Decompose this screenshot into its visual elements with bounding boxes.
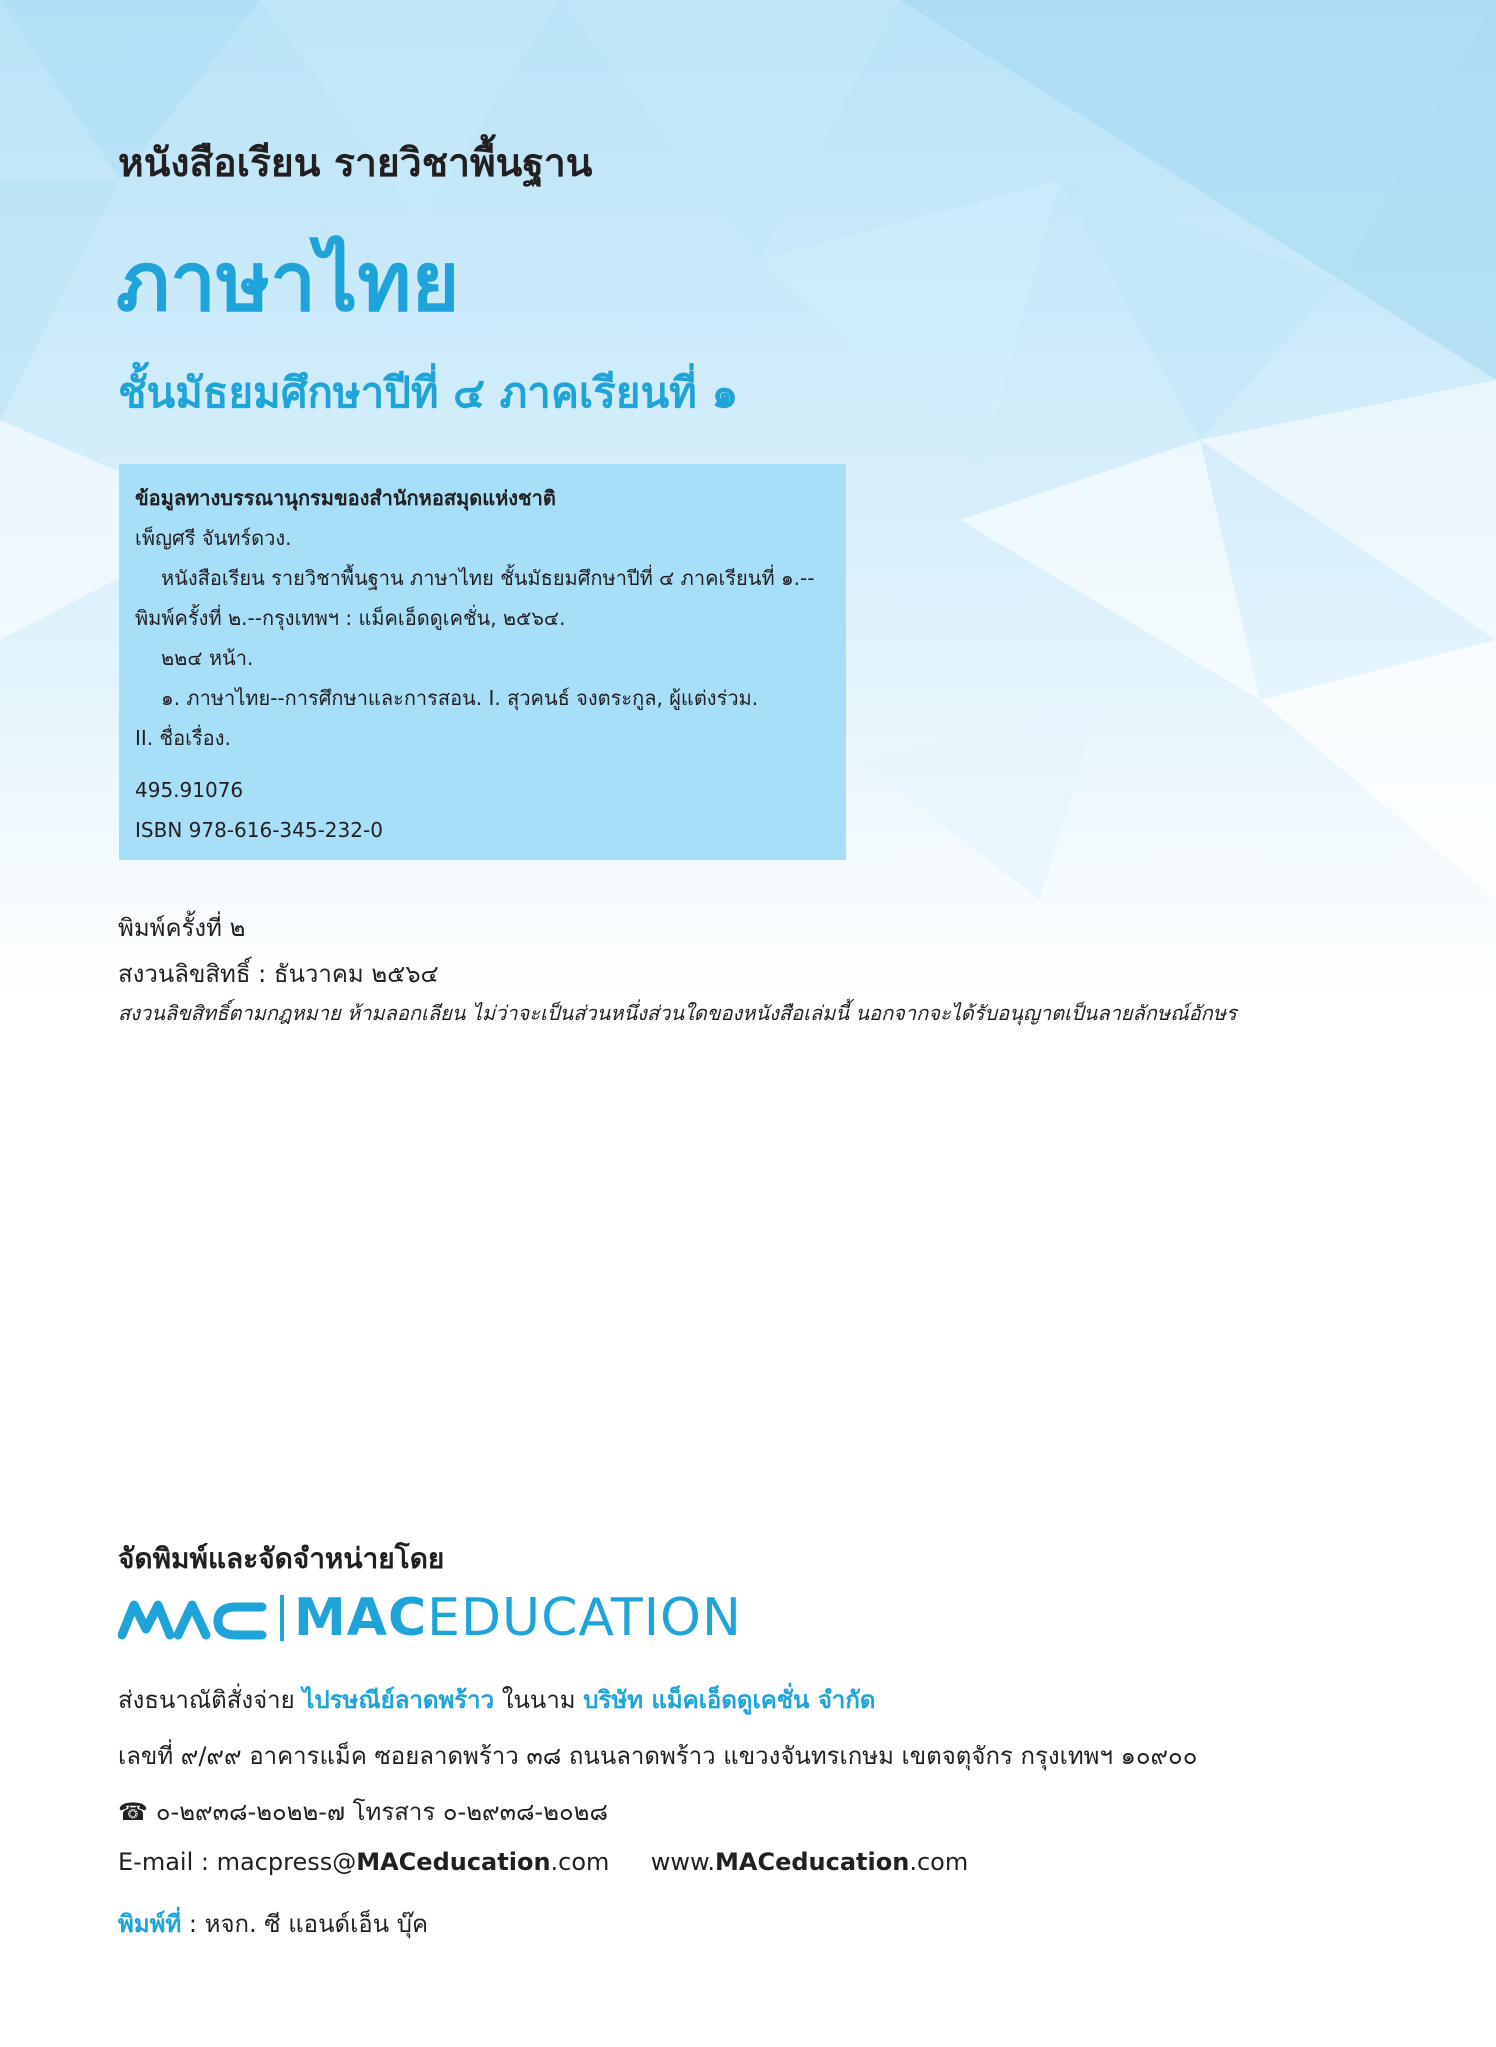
cip-imprint: พิมพ์ครั้งที่ ๒.--กรุงเทพฯ : แม็คเอ็ดดูเคชั่น, ๒๕๖๔. xyxy=(135,606,566,630)
copyright-date: สงวนลิขสิทธิ์ : ธันวาคม ๒๕๖๔ xyxy=(118,960,439,988)
email-suffix: .com xyxy=(550,1848,610,1876)
logo-word-mac: MAC xyxy=(294,1588,428,1648)
web-brand: MACeducation xyxy=(715,1848,910,1876)
cip-author: เพ็ญศรี จันทร์ดวง. xyxy=(135,526,292,550)
publisher-heading: จัดพิมพ์และจัดจำหน่ายโดย xyxy=(118,1542,445,1575)
phone-line xyxy=(118,1792,608,1831)
printer-value: : หจก. ซี แอนด์เอ็น บุ๊ค xyxy=(181,1910,429,1938)
printer-line xyxy=(118,1904,428,1943)
cip-isbn: ISBN 978-616-345-232-0 xyxy=(135,818,383,842)
phone-numbers: ๐-๒๙๓๘-๒๐๒๒-๗ โทรสาร ๐-๒๙๓๘-๒๐๒๘ xyxy=(155,1798,608,1826)
cip-title-entry: II. ชื่อเรื่อง. xyxy=(135,726,231,750)
publisher-address: เลขที่ ๙/๙๙ อาคารแม็ค ซอยลาดพร้าว ๓๘ ถนนลาดพร้าว แขวงจันทรเกษม เขตจตุจักร กรุงเทพฯ ๑๐๙๐๐ xyxy=(118,1742,1198,1770)
email-brand: MACeducation xyxy=(356,1848,551,1876)
payment-office: ไปรษณีย์ลาดพร้าว xyxy=(302,1686,495,1714)
mac-logo-mark xyxy=(118,1595,268,1641)
logo-wordmark xyxy=(294,1588,742,1648)
grade-level: ชั้นมัธยมศึกษาปีที่ ๔ ภาคเรียนที่ ๑ xyxy=(118,368,739,417)
logo-divider xyxy=(280,1595,284,1641)
web-prefix: www. xyxy=(650,1848,716,1876)
payment-company: บริษัท แม็คเอ็ดดูเคชั่น จำกัด xyxy=(583,1686,876,1714)
cip-heading: ข้อมูลทางบรรณานุกรมของสำนักหอสมุดแห่งชาติ xyxy=(135,486,556,510)
cip-classification: 495.91076 xyxy=(135,778,244,802)
cip-title: หนังสือเรียน รายวิชาพื้นฐาน ภาษาไทย ชั้นมัธยมศึกษาปีที่ ๔ ภาคเรียนที่ ๑.-- xyxy=(161,566,815,590)
series-title: หนังสือเรียน รายวิชาพื้นฐาน xyxy=(118,141,593,186)
copyright-notice: สงวนลิขสิทธิ์ตามกฎหมาย ห้ามลอกเลียน ไม่ว่าจะเป็นส่วนหนึ่งส่วนใดของหนังสือเล่มนี้ นอกจากจะได้รับอนุญาตเป็นลายลักษณ์อักษร xyxy=(118,1001,1237,1025)
cip-pages: ๒๒๔ หน้า. xyxy=(161,646,254,670)
email-label: E-mail : macpress@ xyxy=(118,1848,357,1876)
printing-number: พิมพ์ครั้งที่ ๒ xyxy=(118,914,246,942)
payment-middle: ในนาม xyxy=(501,1686,576,1714)
telephone-icon: ☎ xyxy=(118,1798,148,1826)
mac-education-logo xyxy=(118,1588,742,1648)
printer-label: พิมพ์ที่ xyxy=(118,1910,182,1938)
cip-subject: ๑. ภาษาไทย--การศึกษาและการสอน. I. สุวคนธ์ จงตระกูล, ผู้แต่งร่วม. xyxy=(161,686,759,710)
logo-word-education: EDUCATION xyxy=(427,1588,742,1648)
contact-line xyxy=(118,1848,968,1876)
cip-data-box xyxy=(119,464,846,860)
payment-prefix: ส่งธนาณัติสั่งจ่าย xyxy=(118,1686,295,1714)
web-suffix: .com xyxy=(909,1848,969,1876)
payment-line xyxy=(118,1680,875,1719)
subject-title: ภาษาไทย xyxy=(116,235,460,330)
